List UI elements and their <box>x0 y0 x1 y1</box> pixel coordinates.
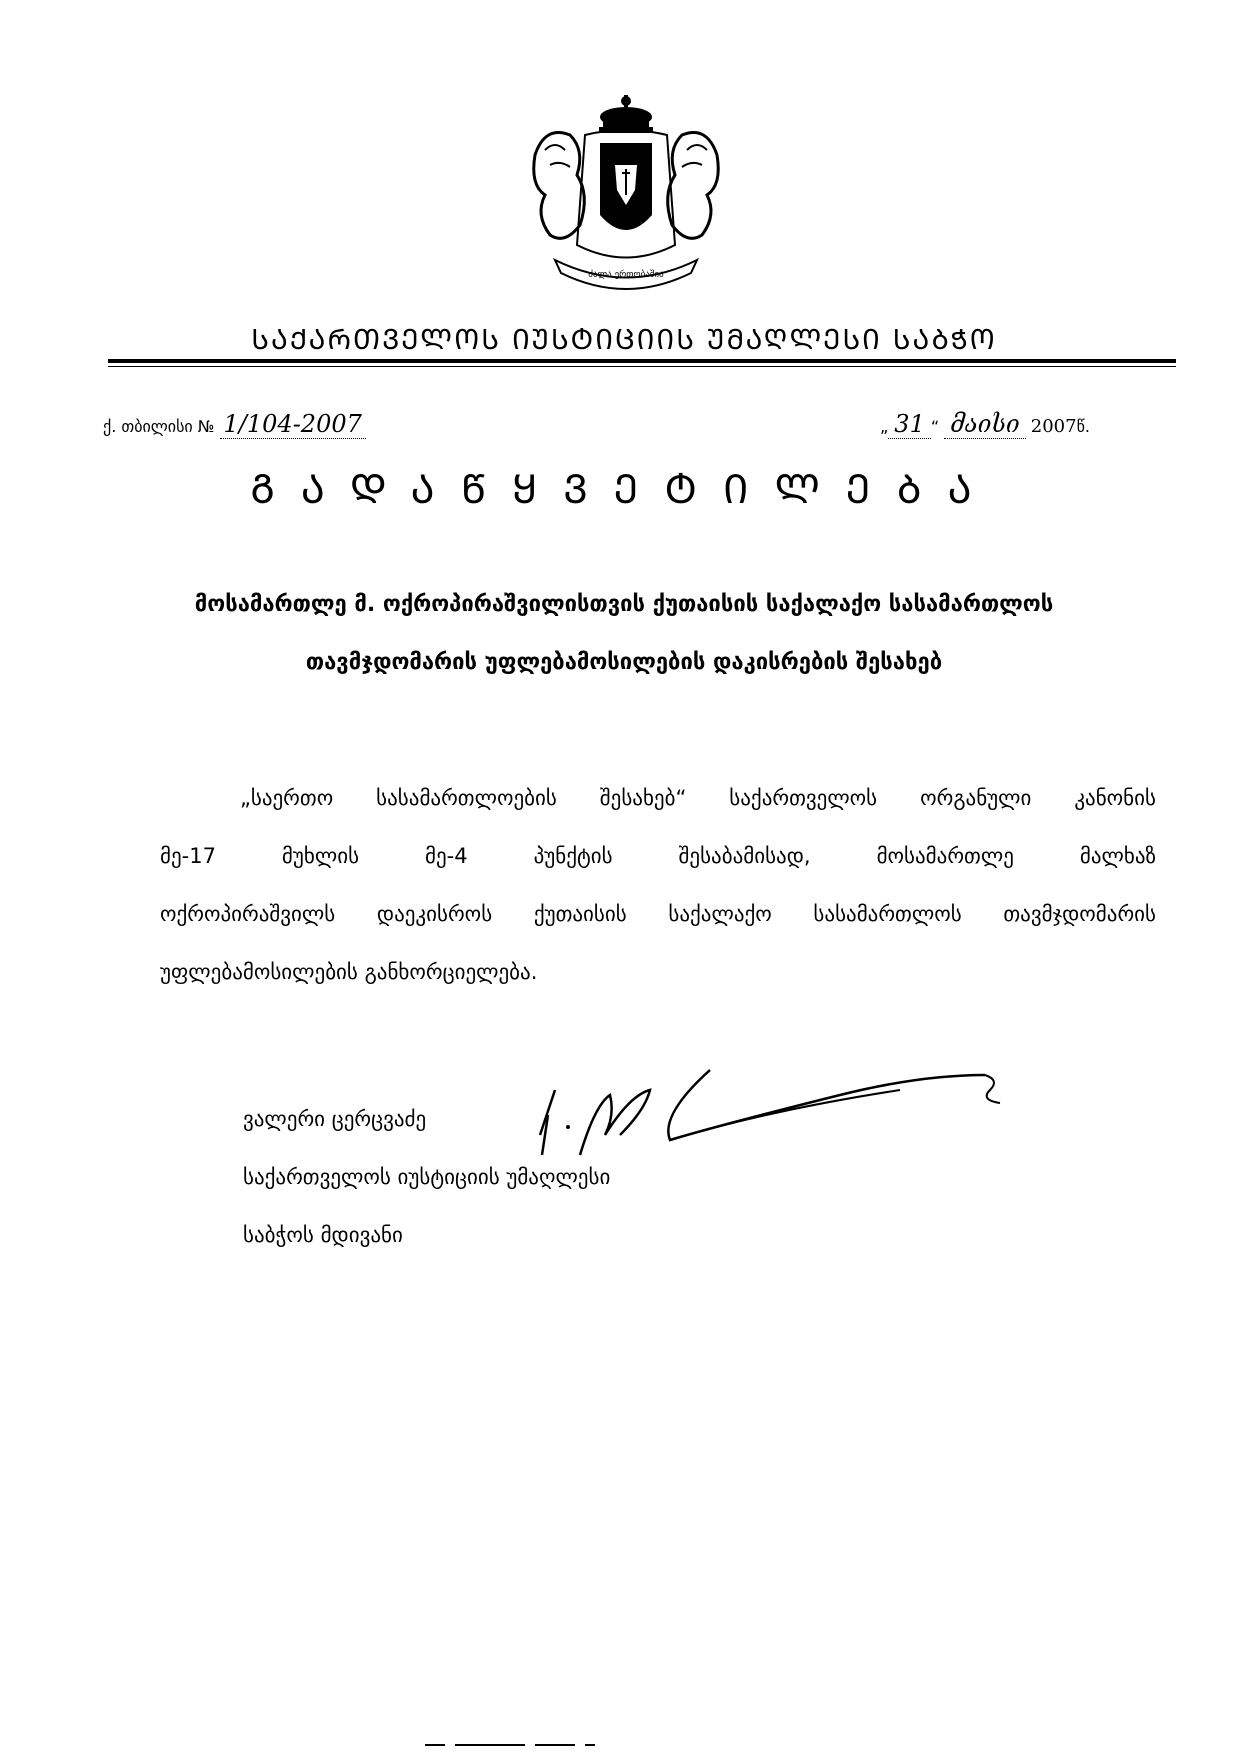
number-label: № <box>197 417 215 436</box>
body-line-1: „საერთო სასამართლოების შესახებ“ საქართველოს ორგანული კანონის <box>240 786 1156 810</box>
signer-title-line-1: საქართველოს იუსტიციის უმაღლესი <box>243 1165 611 1189</box>
city-label: ქ. თბილისი <box>103 417 193 436</box>
body-line-2: მე-17 მუხლის მე-4 პუნქტის შესაბამისად, მოსამართლე მალხაზ <box>160 844 1156 868</box>
date-close-quote: “ <box>930 417 940 436</box>
signer-title-line-2: საბჭოს მდივანი <box>243 1223 403 1247</box>
date-year: 2007 <box>1030 416 1077 437</box>
header-rule-thin <box>108 366 1176 367</box>
city-number-line <box>103 410 366 438</box>
date-day: 31 <box>888 410 931 439</box>
institution-name: ᲡᲐᲥᲐᲠᲗᲕᲔᲚᲝᲡ ᲘᲣᲡᲢᲘᲪᲘᲘᲡ ᲣᲛᲐᲦᲚᲔᲡᲘ ᲡᲐᲑᲭᲝ <box>251 323 997 356</box>
document-number: 1/104-2007 <box>220 410 366 439</box>
handwritten-signature <box>520 1055 1010 1165</box>
date-open-quote: „ <box>880 417 889 436</box>
coat-of-arms-emblem <box>515 95 737 295</box>
body-line-3: ოქროპირაშვილს დაეკისროს ქუთაისის საქალაქო სასამართლოს თავმჯდომარის <box>160 902 1156 926</box>
emblem-motto: ძალა ერთობაშია <box>588 270 664 280</box>
signer-name: ვალერი ცერცვაძე <box>243 1107 427 1131</box>
subject-line-1: მოსამართლე მ. ოქროპირაშვილისთვის ქუთაისის საქალაქო სასამართლოს <box>194 592 1054 617</box>
date-line <box>880 410 1090 438</box>
subject-line-2: თავმჯდომარის უფლებამოსილების დაკისრების შესახებ <box>305 650 943 675</box>
document-title: ᲒᲐᲓᲐᲬᲧᲕᲔᲢᲘᲚᲔᲑᲐ <box>250 467 998 513</box>
header-rule-thick <box>108 359 1176 363</box>
scan-mark <box>425 1744 605 1747</box>
date-month: მაისი <box>944 410 1025 439</box>
date-suffix: წ. <box>1076 417 1090 436</box>
body-line-4: უფლებამოსილების განხორციელება. <box>160 960 538 984</box>
